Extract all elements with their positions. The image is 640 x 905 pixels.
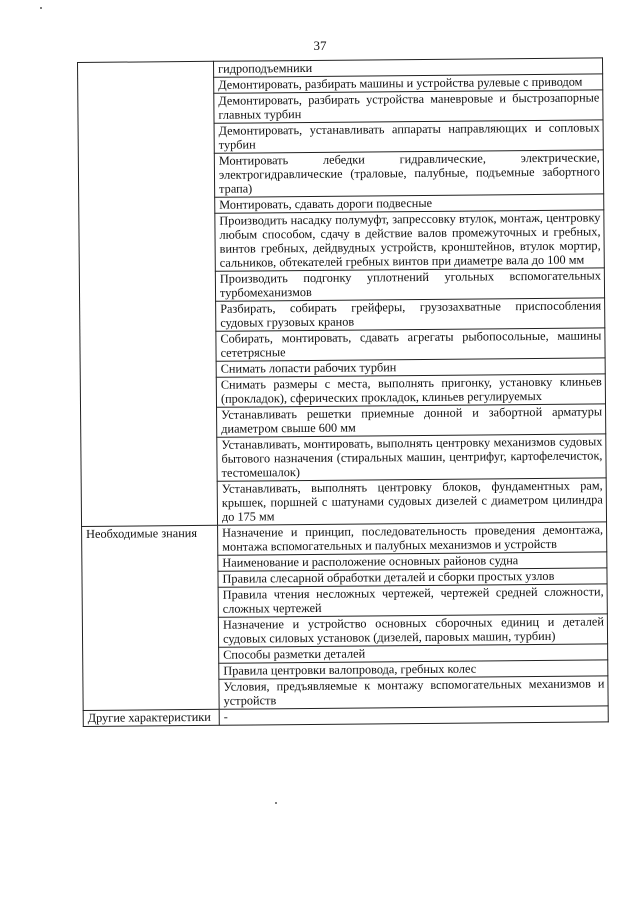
table-cell: - [219, 706, 608, 725]
scan-speck [275, 802, 277, 804]
section-label-other: Другие характеристики [83, 709, 219, 726]
table-cell: Правила слесарной обработки деталей и сборки простых узлов [218, 568, 607, 587]
table-cell: Способы разметки деталей [219, 644, 608, 663]
table-row [83, 706, 608, 727]
table-cell: Устанавливать, монтировать, выполнять центровку механизмов судовых бытового назначения (стиральных машин, центрифуг, картофелечисток, тестомешалок) [217, 434, 606, 481]
table-cell: Условия, предъявляемые к монтажу вспомогательных механизмов и устройств [219, 676, 608, 709]
table-cell: Правила чтения несложных чертежей, чертежей средней сложности, сложных чертежей [218, 584, 607, 617]
table-cell: Демонтировать, разбирать машины и устройства рулевые с приводом [214, 74, 603, 93]
table-cell: Устанавливать решетки приемные донной и забортной арматуры диаметром свыше 600 мм [217, 404, 606, 437]
scan-speck [40, 7, 42, 9]
table-cell: Монтировать, сдавать дороги подвесные [215, 194, 604, 213]
table-cell: гидроподъемники [213, 58, 602, 77]
table-cell: Устанавливать, выполнять центровку блоков, фундаментных рам, крышек, поршней с шатунами судовых дизелей с диаметром цилиндра до 175 мм [217, 478, 606, 525]
section-label-knowledge: Необходимые знания [82, 525, 220, 710]
qualification-table [77, 57, 609, 727]
table-cell: Монтировать лебедки гидравлические, электрические, электрогидравлические (траловые, палубные, подъемные забортного трапа) [214, 150, 603, 197]
table-cell: Назначение и принцип, последовательность проведения демонтажа, монтажа вспомогательных и палубных механизмов и устройств [218, 522, 607, 555]
table-cell: Демонтировать, разбирать устройства маневровые и быстрозапорные главных турбин [214, 90, 603, 123]
table-cell: Демонтировать, устанавливать аппараты направляющих и сопловых турбин [214, 120, 603, 153]
table-cell: Производить подгонку уплотнений угольных вспомогательных турбомеханизмов [215, 268, 604, 301]
table-cell: Назначение и устройство основных сборочных единиц и деталей судовых силовых установок (дизелей, паровых машин, турбин) [218, 614, 607, 647]
table-cell: Снимать размеры с места, выполнять пригонку, установку клиньев (прокладок), сферических прокладок, клиньев регулируемых [216, 374, 605, 407]
table-cell: Снимать лопасти рабочих турбин [216, 358, 605, 377]
page-number: 37 [313, 38, 327, 53]
table-cell: Правила центровки валопровода, гребных колес [219, 660, 608, 679]
table-cell: Разбирать, собирать грейферы, грузозахватные приспособления судовых грузовых кранов [216, 298, 605, 331]
table-row [82, 522, 607, 557]
table-cell: Наименование и расположение основных районов судна [218, 552, 607, 571]
table-cell: Собирать, монтировать, сдавать агрегаты рыбопосольные, машины сететрясные [216, 328, 605, 361]
table-cell: Производить насадку полумуфт, запрессовку втулок, монтаж, центровку любым способом, сдачу в действие валов промежуточных и гребных, винтов гребных, дейдвудных устройств, кронштейнов, втулок мортир, сальников, обтекателей гребных винтов при диаметре вала до 100 мм [215, 210, 604, 271]
section-label-skills-continued [78, 61, 218, 526]
